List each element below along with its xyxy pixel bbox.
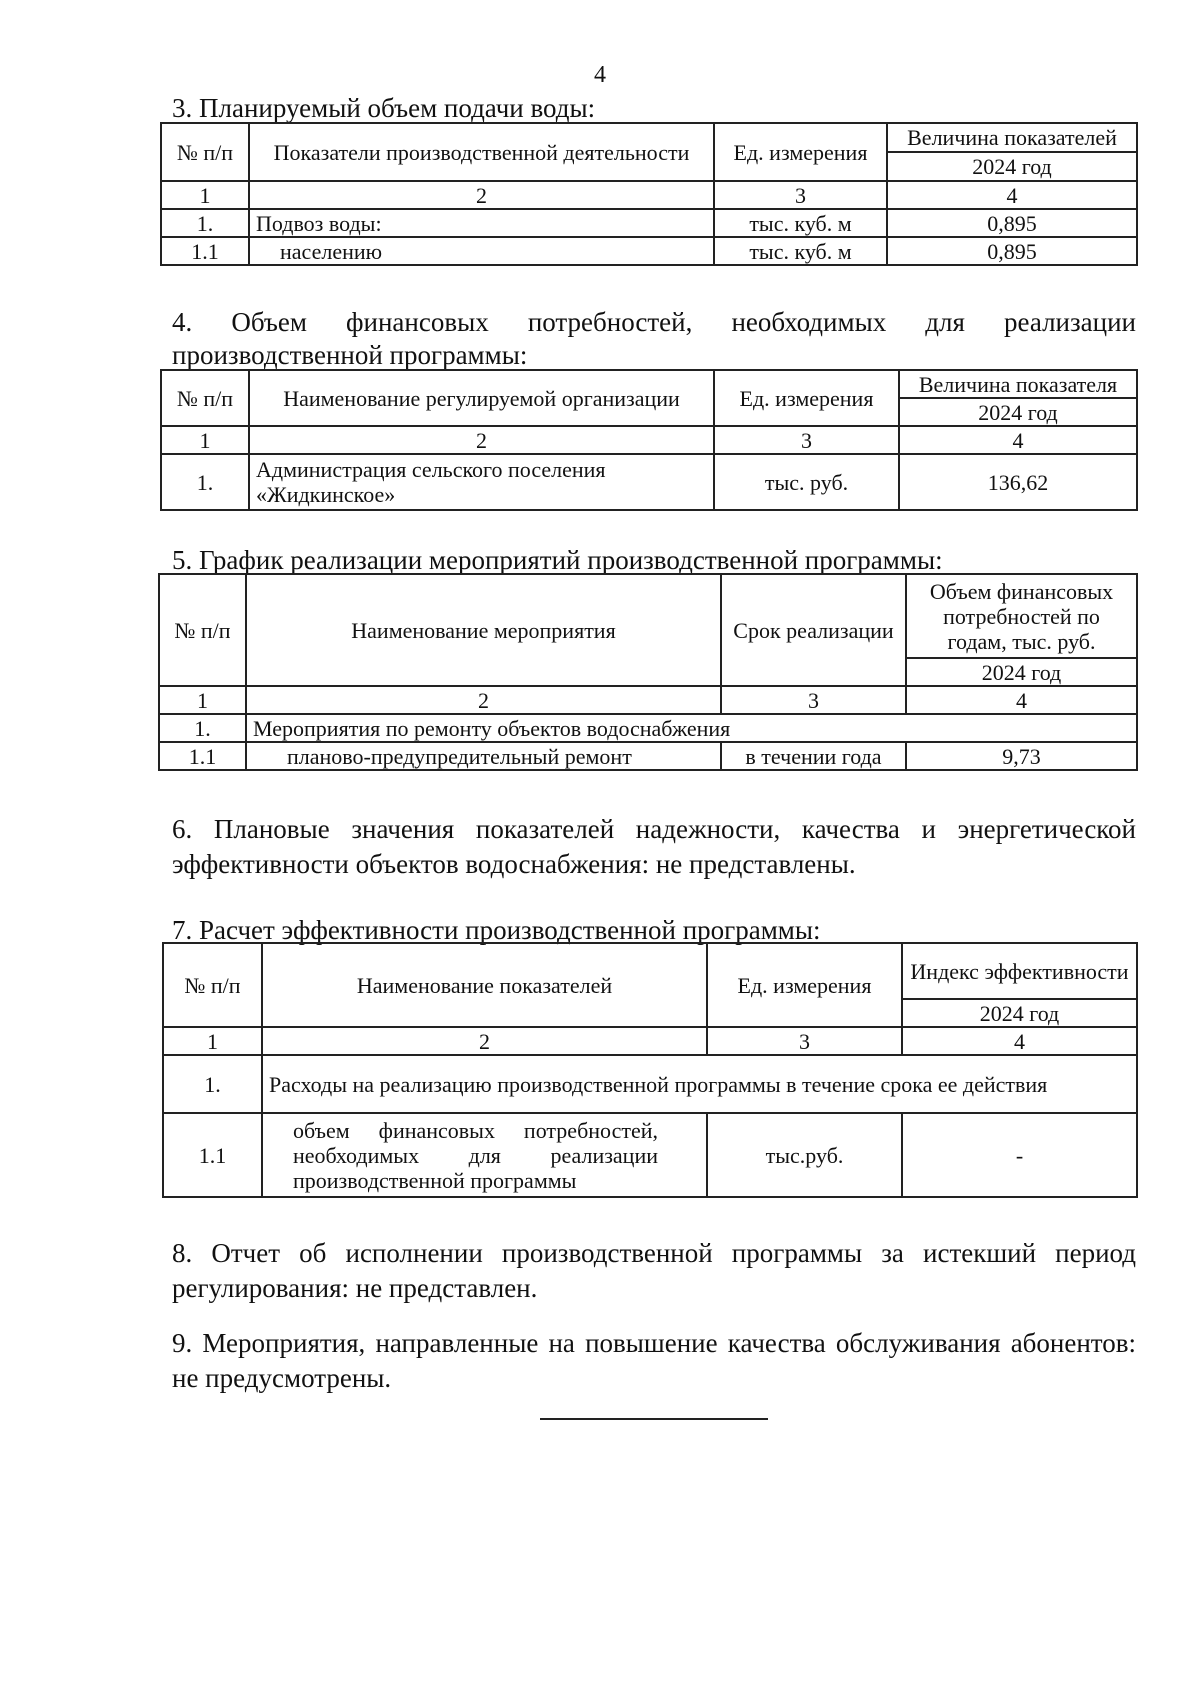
row-value: 136,62 — [899, 454, 1137, 510]
end-separator-line — [540, 1418, 768, 1420]
header-unit: Ед. измерения — [707, 943, 902, 1027]
row-num: 1.1 — [159, 742, 246, 770]
col-number: 2 — [249, 426, 714, 454]
header-num: № п/п — [163, 943, 262, 1027]
col-number: 1 — [161, 181, 249, 209]
header-name: Наименование мероприятия — [246, 574, 721, 686]
header-value: Величина показателя — [899, 370, 1137, 398]
table-row — [161, 209, 1137, 237]
header-num: № п/п — [161, 370, 249, 426]
table-row — [159, 742, 1137, 770]
col-number: 3 — [707, 1027, 902, 1055]
row-num: 1. — [161, 454, 249, 510]
header-num: № п/п — [161, 123, 249, 181]
col-number: 4 — [887, 181, 1137, 209]
row-name: Администрация сельского поселения «Жидкинское» — [249, 454, 714, 510]
table-row — [161, 237, 1137, 265]
table-row — [159, 714, 1137, 742]
row-unit: тыс. куб. м — [714, 237, 887, 265]
col-number: 4 — [899, 426, 1137, 454]
row-unit: тыс. куб. м — [714, 209, 887, 237]
table-row — [163, 1113, 1137, 1197]
row-name: объем финансовых потребностей, необходимых для реализации производственной программы — [262, 1113, 707, 1197]
row-value: 9,73 — [906, 742, 1137, 770]
row-value: - — [902, 1113, 1137, 1197]
header-value: Объем финансовых потребностей по годам, тыс. руб. — [906, 574, 1137, 658]
group-num: 1. — [159, 714, 246, 742]
header-year: 2024 год — [902, 999, 1137, 1027]
row-name: населению — [249, 237, 714, 265]
header-name: Показатели производственной деятельности — [249, 123, 714, 181]
row-name: Подвоз воды: — [249, 209, 714, 237]
col-number: 3 — [714, 426, 899, 454]
header-year: 2024 год — [906, 658, 1137, 686]
row-name: планово-предупредительный ремонт — [246, 742, 721, 770]
section-3-heading: 3. Планируемый объем подачи воды: — [172, 93, 596, 123]
schedule-table — [158, 573, 1138, 771]
col-number: 3 — [714, 181, 887, 209]
group-name: Мероприятия по ремонту объектов водоснабжения — [246, 714, 1137, 742]
col-number: 2 — [249, 181, 714, 209]
section-7-heading: 7. Расчет эффективности производственной программы: — [172, 915, 821, 945]
col-number: 2 — [246, 686, 721, 714]
header-value: Величина показателей — [887, 123, 1137, 152]
row-num: 1.1 — [161, 237, 249, 265]
section-4-heading: 4. Объем финансовых потребностей, необходимых для реализации производственной программы: — [172, 307, 1136, 370]
header-unit: Ед. измерения — [714, 370, 899, 426]
col-number: 4 — [906, 686, 1137, 714]
row-num: 1.1 — [163, 1113, 262, 1197]
table-row — [161, 454, 1137, 510]
section-5-heading: 5. График реализации мероприятий производственной программы: — [172, 545, 943, 575]
row-value: 0,895 — [887, 209, 1137, 237]
header-year: 2024 год — [899, 398, 1137, 426]
row-num: 1. — [161, 209, 249, 237]
header-value: Индекс эффективности — [902, 943, 1137, 999]
row-unit: тыс.руб. — [707, 1113, 902, 1197]
group-num: 1. — [163, 1055, 262, 1113]
group-name: Расходы на реализацию производственной программы в течение срока ее действия — [262, 1055, 1137, 1113]
header-term: Срок реализации — [721, 574, 906, 686]
header-unit: Ед. измерения — [714, 123, 887, 181]
water-supply-table — [160, 122, 1138, 266]
col-number: 1 — [161, 426, 249, 454]
financial-needs-table — [160, 369, 1138, 511]
page-number: 4 — [594, 62, 606, 88]
row-unit: тыс. руб. — [714, 454, 899, 510]
header-year: 2024 год — [887, 152, 1137, 181]
col-number: 2 — [262, 1027, 707, 1055]
col-number: 4 — [902, 1027, 1137, 1055]
row-value: 0,895 — [887, 237, 1137, 265]
section-6-text: 6. Плановые значения показателей надежности, качества и энергетической эффективности объектов водоснабжения: не представлены. — [172, 814, 1136, 879]
efficiency-table — [162, 942, 1138, 1198]
col-number: 1 — [163, 1027, 262, 1055]
header-num: № п/п — [159, 574, 246, 686]
col-number: 1 — [159, 686, 246, 714]
section-8-text: 8. Отчет об исполнении производственной программы за истекший период регулирования: не представлен. — [172, 1238, 1136, 1303]
header-name: Наименование показателей — [262, 943, 707, 1027]
col-number: 3 — [721, 686, 906, 714]
section-9-text: 9. Мероприятия, направленные на повышение качества обслуживания абонентов: не предусмотрены. — [172, 1328, 1136, 1393]
row-term: в течении года — [721, 742, 906, 770]
table-row — [163, 1055, 1137, 1113]
header-name: Наименование регулируемой организации — [249, 370, 714, 426]
